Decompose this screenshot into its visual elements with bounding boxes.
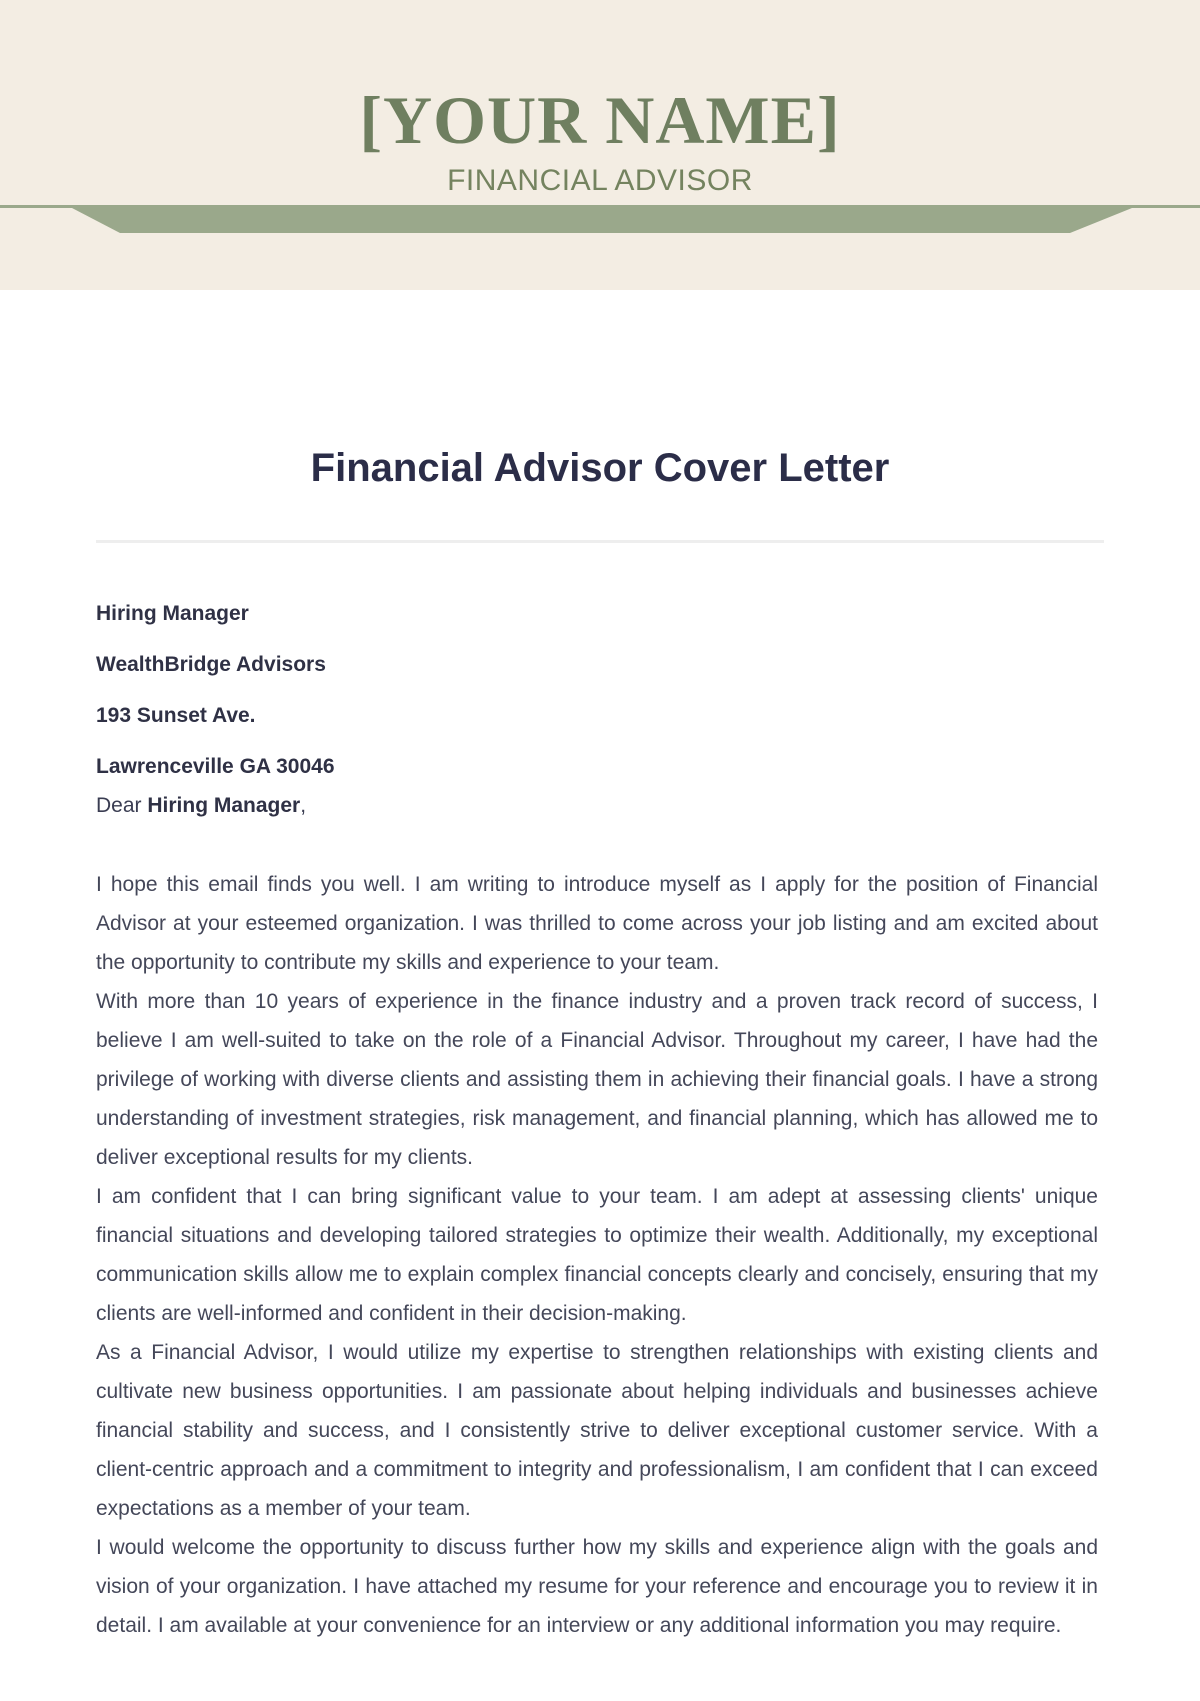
recipient-name: Hiring Manager: [96, 602, 249, 625]
header-banner: [0, 0, 1200, 290]
letter-title: Financial Advisor Cover Letter: [310, 446, 890, 490]
salutation: [96, 791, 1106, 821]
recipient-company: WealthBridge Advisors: [96, 653, 326, 676]
body-paragraph: I am confident that I can bring significant value to your team. I am adept at assessing clients' unique financial situations and developing tailored strategies to optimize their wealth. Additionally, my exceptional communication skills allow me to explain complex financial concepts clearly and concisely, ensuring that my clients are well-informed and confident in their decision-making.: [96, 1185, 1098, 1325]
divider: [96, 540, 1104, 543]
body-paragraph: I hope this email finds you well. I am writing to introduce myself as I apply for the position of Financial Advisor at your esteemed organization. I was thrilled to come across your job listing and am excited about the opportunity to contribute my skills and experience to your team.: [96, 873, 1098, 974]
salutation-name: Hiring Manager: [147, 794, 301, 817]
salutation-suffix: ,: [300, 794, 307, 817]
applicant-role: FINANCIAL ADVISOR: [447, 164, 753, 197]
recipient-city: Lawrenceville GA 30046: [96, 755, 335, 778]
applicant-name: [YOUR NAME]: [359, 82, 841, 158]
salutation-prefix: Dear: [96, 794, 148, 817]
recipient-street: 193 Sunset Ave.: [96, 704, 256, 727]
letter-body: [96, 865, 1098, 1645]
body-paragraph: With more than 10 years of experience in the finance industry and a proven track record of success, I believe I am well-suited to take on the role of a Financial Advisor. Throughout my career, I have had the privilege of working with diverse clients and assisting them in achieving their financial goals. I have a strong understanding of investment strategies, risk management, and financial planning, which has allowed me to deliver exceptional results for my clients.: [96, 990, 1098, 1169]
header-ribbon: [0, 205, 1200, 235]
body-paragraph: As a Financial Advisor, I would utilize my expertise to strengthen relationships with existing clients and cultivate new business opportunities. I am passionate about helping individuals and businesses achieve financial stability and success, and I consistently strive to deliver exceptional customer service. With a client-centric approach and a commitment to integrity and professionalism, I am confident that I can exceed expectations as a member of your team.: [96, 1341, 1098, 1520]
body-paragraph: I would welcome the opportunity to discuss further how my skills and experience align with the goals and vision of your organization. I have attached my resume for your reference and encourage you to review it in detail. I am available at your convenience for an interview or any additional information you may require.: [96, 1536, 1098, 1637]
